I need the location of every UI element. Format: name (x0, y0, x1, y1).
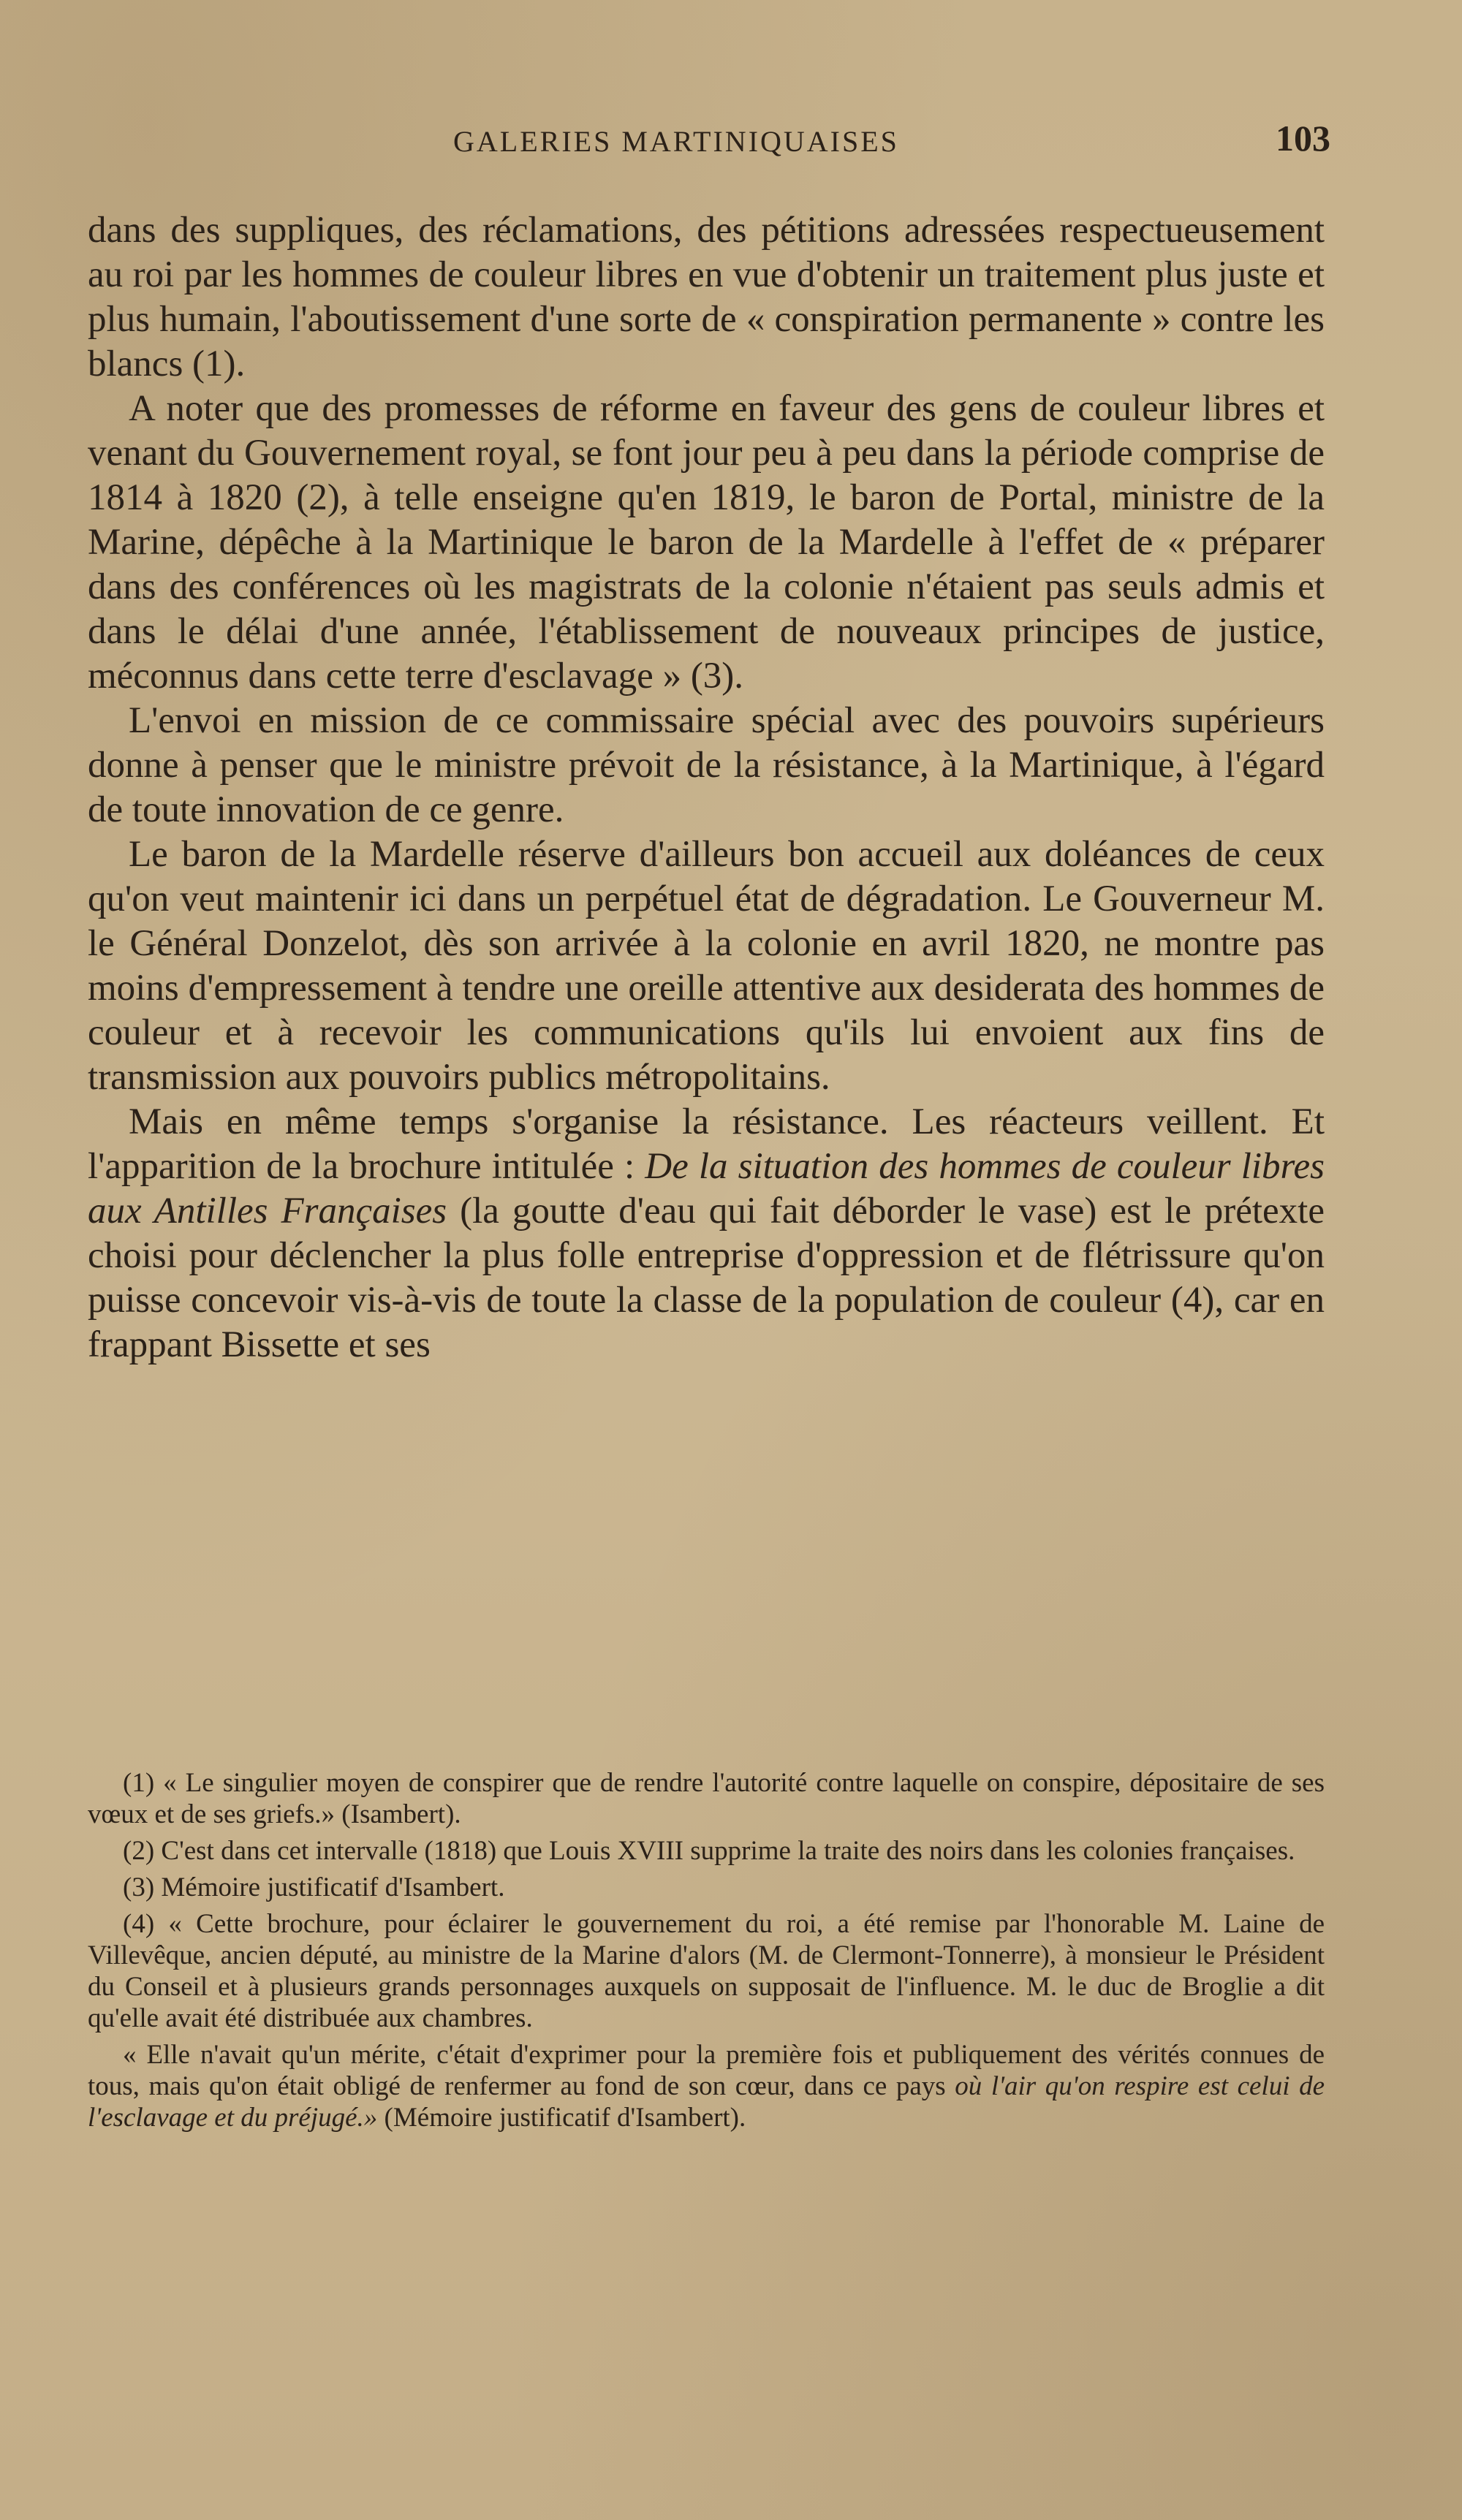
footnote-4-cont-text-after: (Mémoire justificatif d'Isambert). (377, 2103, 746, 2133)
paragraph-5-text-before: Mais en même temps s'organise la résistance. Les réacteurs veillent. Et l'apparition de la brochure intitulée : (88, 1101, 1325, 1187)
footnote-4-cont-text-before: « Elle n'avait qu'un mérite, c'était d'exprimer pour la première fois et publiquement des vérités connues de tous, mais qu'on était obligé de renfermer au fond de son cœur, dans ce pays (88, 2040, 1325, 2101)
paragraph-1: dans des suppliques, des réclamations, des pétitions adressées respectueusement au roi par les hommes de couleur libres en vue d'obtenir un traitement plus juste et plus humain, l'aboutissement d'une sorte de « conspiration permanente » contre les blancs (1). (88, 210, 1325, 384)
footnote-3: (3) Mémoire justificatif d'Isambert. (123, 1872, 505, 1902)
paragraph-4: Le baron de la Mardelle réserve d'ailleurs bon accueil aux doléances de ceux qu'on veut maintenir ici dans un perpétuel état de dégradation. Le Gouverneur M. le Général Donzelot, dès son arrivée à la colonie en avril 1820, ne montre pas moins d'empressement à tendre une oreille attentive aux desiderata des hommes de couleur et à recevoir les communications qu'ils lui envoient aux fins de transmission aux pouvoirs publics métropolitains. (88, 834, 1325, 1098)
footnote-2: (2) C'est dans cet intervalle (1818) que Louis XVIII supprime la traite des noirs dans les colonies françaises. (123, 1836, 1295, 1866)
paragraph-2: A noter que des promesses de réforme en faveur des gens de couleur libres et venant du Gouvernement royal, se font jour peu à peu dans la période comprise de 1814 à 1820 (2), à telle enseigne qu'en 1819, le baron de Portal, ministre de la Marine, dépêche à la Martinique le baron de la Mardelle à l'effet de « préparer dans des conférences où les magistrats de la colonie n'étaient pas seuls admis et dans le délai d'une année, l'établissement de nouveaux principes de justice, méconnus dans cette terre d'esclavage » (3). (88, 388, 1325, 697)
footnote-4-continuation (88, 2039, 1325, 2133)
paragraph-5-text-after: (la goutte d'eau qui fait déborder le vase) est le prétexte choisi pour déclencher la plus folle entreprise d'oppression et de flétrissure qu'on puisse concevoir vis-à-vis de toute la classe de la population de couleur (4), car en frappant Bissette et ses (88, 1191, 1325, 1365)
brochure-title: De la situation des hommes de couleur libres aux Antilles Françaises (88, 1146, 1325, 1231)
paragraph-5 (88, 1100, 1325, 1367)
footnotes (88, 1767, 1325, 2138)
footnote-1: (1) « Le singulier moyen de conspirer que de rendre l'autorité contre laquelle on conspire, dépositaire de ses vœux et de ses griefs.» (Isambert). (88, 1768, 1325, 1829)
running-title: GALERIES MARTINIQUAISES (453, 125, 899, 158)
paragraph-3: L'envoi en mission de ce commissaire spécial avec des pouvoirs supérieurs donne à penser que le ministre prévoit de la résistance, à la Martinique, à l'égard de toute innovation de ce genre. (88, 700, 1325, 830)
page-number: 103 (1276, 118, 1330, 159)
running-head (88, 117, 1330, 161)
footnote-4: (4) « Cette brochure, pour éclairer le gouvernement du roi, a été remise par l'honorable M. Laine de Villevêque, ancien député, au ministre de la Marine d'alors (M. de Clermont-Tonnerre), à monsieur le Président du Conseil et à plusieurs grands personnages auxquels on supposait de l'influence. M. le duc de Broglie a dit qu'elle avait été distribuée aux chambres. (88, 1909, 1325, 2033)
body-text (88, 208, 1325, 1367)
footnote-4-italic-quote: où l'air qu'on respire est celui de l'esclavage et du préjugé.» (88, 2071, 1325, 2133)
